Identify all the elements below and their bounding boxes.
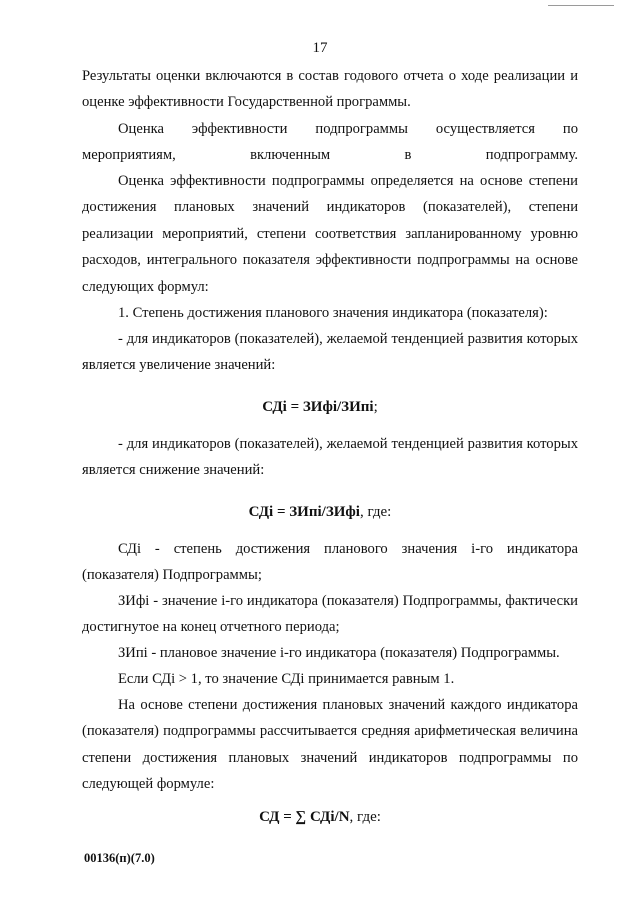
formula-increase-expr: СДi = ЗИфi/ЗИпi xyxy=(262,399,374,415)
paragraph-results-included: Результаты оценки включаются в состав годового отчета о ходе реализации и оценке эффективности Государственной программы. xyxy=(82,68,578,111)
paragraph-average-degree: На основе степени достижения плановых значений каждого индикатора (показателя) подпрограммы рассчитывается средняя арифметическая величина степени достижения плановых значений индикаторов подпрограммы по следующей формуле: xyxy=(82,697,578,793)
paragraph-increase-indicators: - для индикаторов (показателей), желаемой тенденцией развития которых является увеличение значений: xyxy=(82,331,578,374)
formula-decrease xyxy=(0,501,640,523)
scan-artifact-line xyxy=(548,5,614,6)
formula-increase-suffix: ; xyxy=(373,399,378,415)
paragraph-decrease-indicators: - для индикаторов (показателей), желаемой тенденцией развития которых является снижение значений: xyxy=(82,436,578,479)
formula-decrease-expr: СДi = ЗИпi/ЗИфi xyxy=(248,504,360,520)
paragraph-degree-item-1: 1. Степень достижения планового значения индикатора (показателя): xyxy=(118,305,548,321)
definition-sdi: СДi - степень достижения планового значения i-го индикатора (показателя) Подпрограммы; xyxy=(82,541,578,584)
formula-average xyxy=(0,806,640,828)
formula-increase xyxy=(0,396,640,418)
definition-zifi: ЗИфi - значение i-го индикатора (показателя) Подпрограммы, фактически достигнутое на конец отчетного периода; xyxy=(82,593,578,636)
paragraph-evaluation-basis: Оценка эффективности подпрограммы определяется на основе степени достижения плановых значений индикаторов (показателей), степени реализации мероприятий, степени соответствия запланированному уровню расходов, интегрального показателя эффективности подпрограммы на основе следующих формул: xyxy=(82,173,578,295)
formula-decrease-suffix: , где: xyxy=(359,504,392,520)
formula-average-expr: СД = ∑ СДi/N xyxy=(259,809,350,825)
formula-average-suffix: , где: xyxy=(349,809,381,825)
definition-zipi: ЗИпi - плановое значение i-го индикатора (показателя) Подпрограммы. xyxy=(118,645,560,661)
paragraph-cap-rule: Если СДi > 1, то значение СДi принимается равным 1. xyxy=(118,671,455,687)
footer-document-code: 00136(п)(7.0) xyxy=(84,851,155,865)
page-number: 17 xyxy=(312,40,328,56)
paragraph-evaluation-by-activities: Оценка эффективности подпрограммы осуществляется по мероприятиям, включенным в подпрограмму. xyxy=(82,121,578,164)
